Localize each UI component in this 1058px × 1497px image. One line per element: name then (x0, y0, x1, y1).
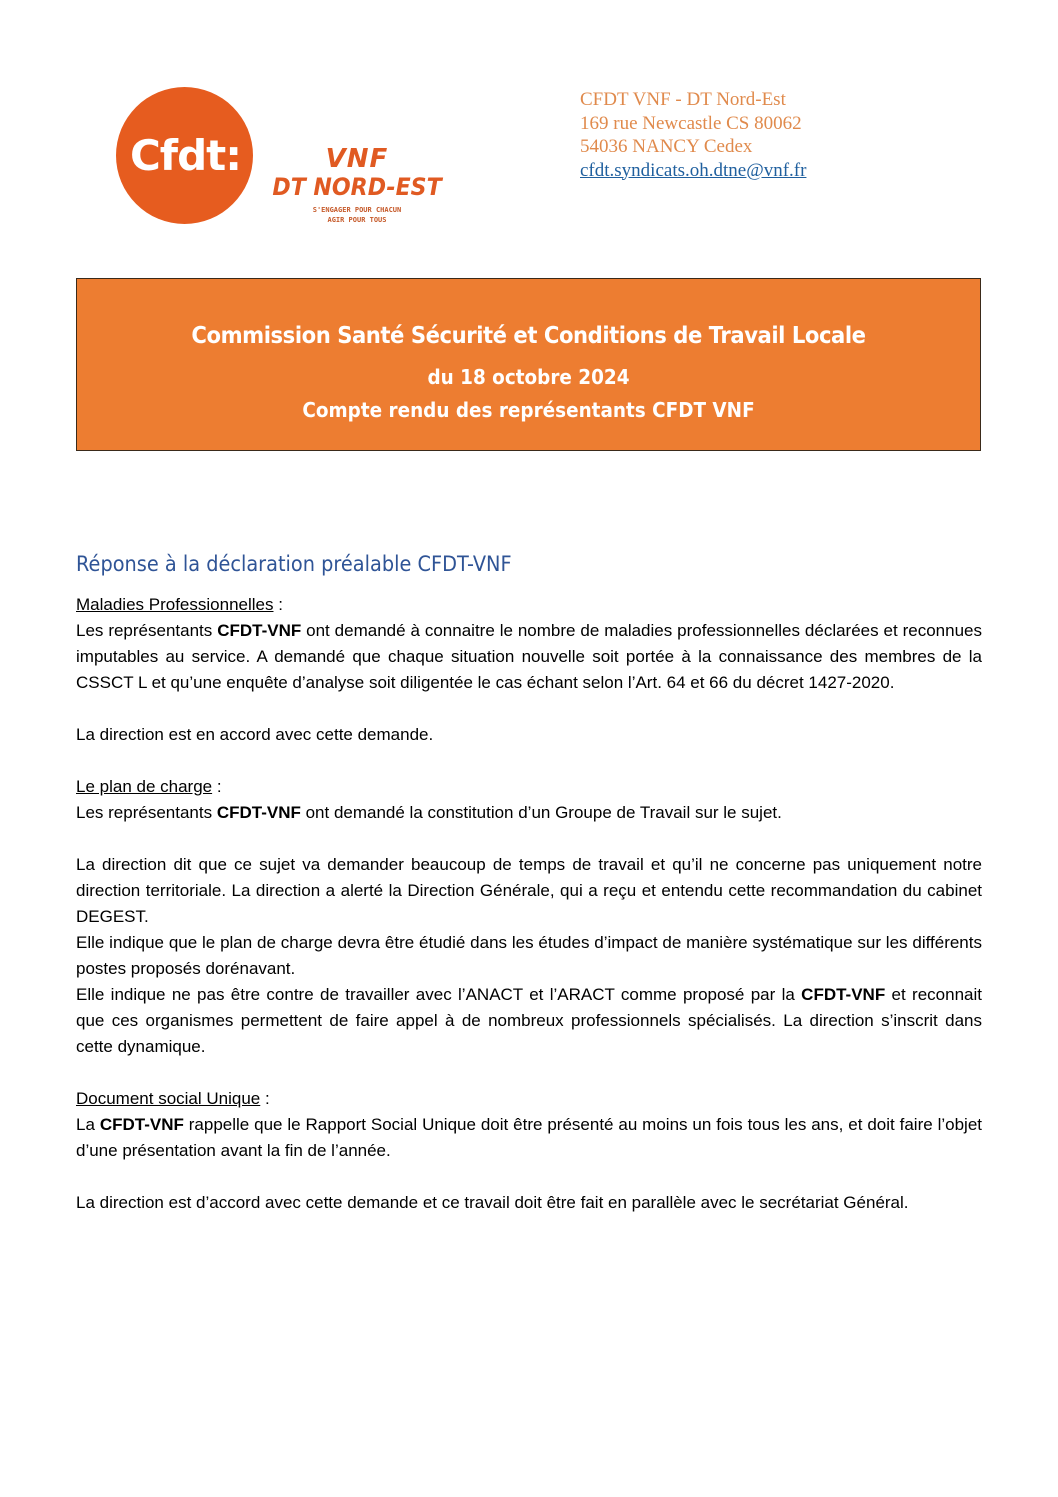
text: Les représentants (76, 621, 218, 640)
address-city: 54036 NANCY Cedex (580, 136, 753, 157)
title-suffix: : (273, 595, 283, 614)
paragraph (76, 1112, 982, 1164)
paragraph: La direction dit que ce sujet va demander beaucoup de temps de travail et qu’il ne concerne pas uniquement notre direction territoriale. La direction a alerté la Direction Générale, qui a reçu et entendu cette recommandation du cabinet DEGEST. (76, 855, 982, 926)
logo-tagline-1: S'ENGAGER POUR CHACUN (312, 206, 402, 214)
title-banner (76, 278, 981, 451)
cfdt-logo-text: Cfdt: (129, 131, 242, 180)
subsection-title-maladies (76, 592, 982, 618)
paragraph: La direction est en accord avec cette demande. (76, 725, 434, 744)
address-street: 169 rue Newcastle CS 80062 (580, 112, 802, 134)
document-body (76, 592, 982, 1216)
text: Les représentants (76, 803, 217, 822)
banner-title: Commission Santé Sécurité et Conditions de Travail Locale (191, 323, 866, 349)
paragraph: Elle indique que le plan de charge devra être étudié dans les études d’impact de manière systématique sur les différents postes proposés dorénavant. (76, 933, 982, 978)
text: rappelle que le Rapport Social Unique doit être présenté au moins un fois tous les ans, et doit faire l’objet d’une présentation avant la fin de l’année. (76, 1115, 983, 1160)
text: ont demandé la constitution d’un Groupe de Travail sur le sujet. (300, 803, 782, 822)
logo-vnf: VNF (325, 144, 389, 174)
bold-text: CFDT-VNF (99, 1115, 184, 1134)
cfdt-logo-circle (116, 87, 253, 224)
logo-tagline-2: AGIR POUR TOUS (327, 216, 387, 224)
bold-text: CFDT-VNF (217, 621, 302, 640)
title-suffix: : (260, 1089, 270, 1108)
banner-subtitle: Compte rendu des représentants CFDT VNF (302, 398, 755, 422)
text: ont demandé à connaitre le nombre de maladies professionnelles déclarées et reconnues imputables au service. A demandé que chaque situation nouvelle soit portée à la connaissance des membres de la CSSCT L et qu’une enquête d’analyse soit diligentée le cas échant selon l’Art. 64 et 66 du décret 1427-2020. (76, 621, 983, 692)
title-suffix: : (212, 777, 222, 796)
subsection-title-text: Document social Unique (76, 1089, 261, 1108)
section-heading: Réponse à la déclaration préalable CFDT-VNF (76, 552, 512, 577)
paragraph (76, 982, 982, 1060)
paragraph: La direction est d’accord avec cette demande et ce travail doit être fait en parallèle avec le secrétariat Général. (76, 1193, 909, 1212)
text: Elle indique ne pas être contre de travailler avec l’ANACT et l’ARACT comme proposé par la (76, 985, 802, 1004)
subsection-title-text: Maladies Professionnelles (76, 595, 274, 614)
bold-text: CFDT-VNF (216, 803, 301, 822)
logo-dt-nord-est: DT NORD-EST (272, 173, 442, 201)
bold-text: CFDT-VNF (801, 985, 886, 1004)
subsection-title-document-social-unique (76, 1086, 982, 1112)
text: La (76, 1115, 100, 1134)
email-link[interactable]: cfdt.syndicats.oh.dtne@vnf.fr (580, 159, 807, 181)
vnf-dt-nord-est-logo (262, 145, 452, 225)
address-org: CFDT VNF - DT Nord-Est (580, 89, 786, 110)
subsection-title-text: Le plan de charge (76, 777, 213, 796)
paragraph (76, 800, 982, 826)
address-block (580, 88, 806, 182)
paragraph (76, 618, 982, 696)
banner-date: du 18 octobre 2024 (427, 365, 630, 389)
text: et reconnait que ces organismes permettent de faire appel à de nombreux professionnels spécialisés. La direction s’inscrit dans cette dynamique. (76, 985, 982, 1056)
subsection-title-plan-de-charge (76, 774, 982, 800)
